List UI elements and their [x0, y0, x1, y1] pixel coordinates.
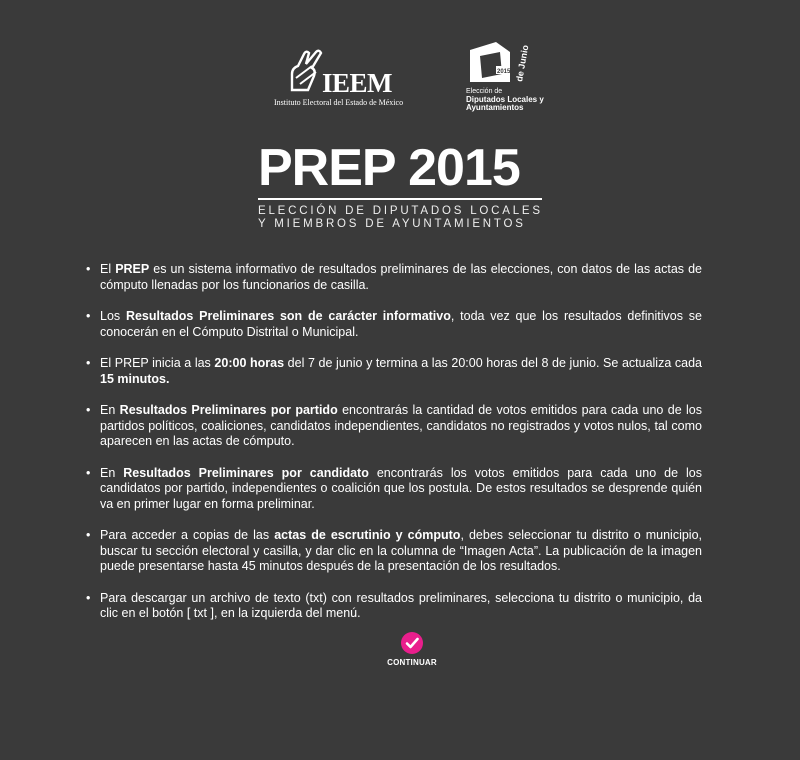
- junio-caption-line2: Diputados Locales y: [466, 95, 544, 104]
- ieem-name: IEEM: [322, 68, 393, 98]
- info-item-bold-text: actas de escrutinio y cómputo: [274, 528, 461, 542]
- ieem-logo: [270, 44, 410, 114]
- info-item-text: Para acceder a copias de las: [100, 528, 275, 542]
- info-item-bold-text: Resultados Preliminares son de carácter informativo: [125, 309, 451, 323]
- info-item-bold-text: Resultados Preliminares por candidato: [123, 465, 369, 480]
- info-item-text: En: [100, 403, 120, 417]
- info-item-bold-text: 20:00 horas: [214, 356, 285, 370]
- info-item-bold-text: PREP: [115, 262, 150, 276]
- info-item: [86, 356, 702, 387]
- junio-badge-text: de Junio: [514, 44, 531, 83]
- info-item-text: El PREP inicia a las: [100, 356, 215, 370]
- page-subtitle-line1: ELECCIÓN DE DIPUTADOS LOCALES: [258, 205, 543, 217]
- info-item-text: Para descargar un archivo de texto (txt) con resultados preliminares, selecciona tu distrito o municipio, da clic en el botón [ txt ], en la izquierda del menú.: [100, 590, 702, 620]
- junio-caption-line3: Ayuntamientos: [466, 103, 524, 112]
- logos-bar: [0, 40, 800, 120]
- page-subtitle-line2: Y MIEMBROS DE AYUNTAMIENTOS: [258, 218, 526, 230]
- info-item: [86, 528, 702, 575]
- info-item: [86, 262, 702, 293]
- info-item: [86, 403, 702, 450]
- title-divider: [258, 198, 542, 200]
- info-item-bold-text: Resultados Preliminares por partido: [119, 403, 338, 417]
- prep-header: [258, 140, 544, 231]
- ieem-subtitle: Instituto Electoral del Estado de México: [274, 98, 404, 107]
- info-item-text: es un sistema informativo de resultados preliminares de las elecciones, con datos de las actas de cómputo llenadas por los funcionarios de casilla.: [100, 262, 703, 292]
- page-title: PREP 2015: [258, 139, 520, 197]
- info-item-text: En: [100, 465, 124, 480]
- junio-badge-year: 2015: [497, 69, 511, 75]
- continue-button[interactable]: [378, 632, 446, 667]
- junio-caption-line1: Elección de: [466, 88, 503, 95]
- info-item: [86, 591, 702, 622]
- info-item-text: , toda vez que los resultados definitivos se conocerán en el Cómputo Distrital o Municipal.: [100, 309, 702, 339]
- info-list: [86, 262, 702, 638]
- info-item-text: encontrarás la cantidad de votos emitidos para cada uno de los partidos políticos, coaliciones, candidatos independientes, candidatos no registrados y votos nulos, tal como aparecen en las actas de cómputo.: [100, 403, 703, 448]
- junio-caption: [466, 88, 556, 112]
- info-item-text: Los: [100, 309, 126, 323]
- check-icon: [401, 632, 423, 654]
- continue-label: CONTINUAR: [387, 658, 437, 667]
- info-item-bold-text: 15 minutos.: [100, 371, 170, 386]
- info-item: [86, 309, 702, 340]
- ballot-box-icon: [466, 40, 538, 86]
- info-item-text: encontrarás los votos emitidos para cada uno de los candidatos por partido, independientes o coalición que los postula. De estos resultados se desprende quién va en primer lugar en forma preliminar.: [100, 465, 703, 511]
- info-item: [86, 466, 702, 513]
- info-item-text: del 7 de junio y termina a las 20:00 horas del 8 de junio. Se actualiza cada: [284, 356, 702, 370]
- info-item-text: El: [100, 262, 116, 276]
- info-item-text: , debes seleccionar tu distrito o municipio, buscar tu sección electoral y casilla, y dar clic en la columna de “Imagen Acta”. La publicación de la imagen puede presentarse hasta 45 minutos después de la presentación de los resultados.: [100, 528, 702, 573]
- ieem-hand-vote-icon: [286, 44, 326, 96]
- junio-logo: [460, 40, 544, 114]
